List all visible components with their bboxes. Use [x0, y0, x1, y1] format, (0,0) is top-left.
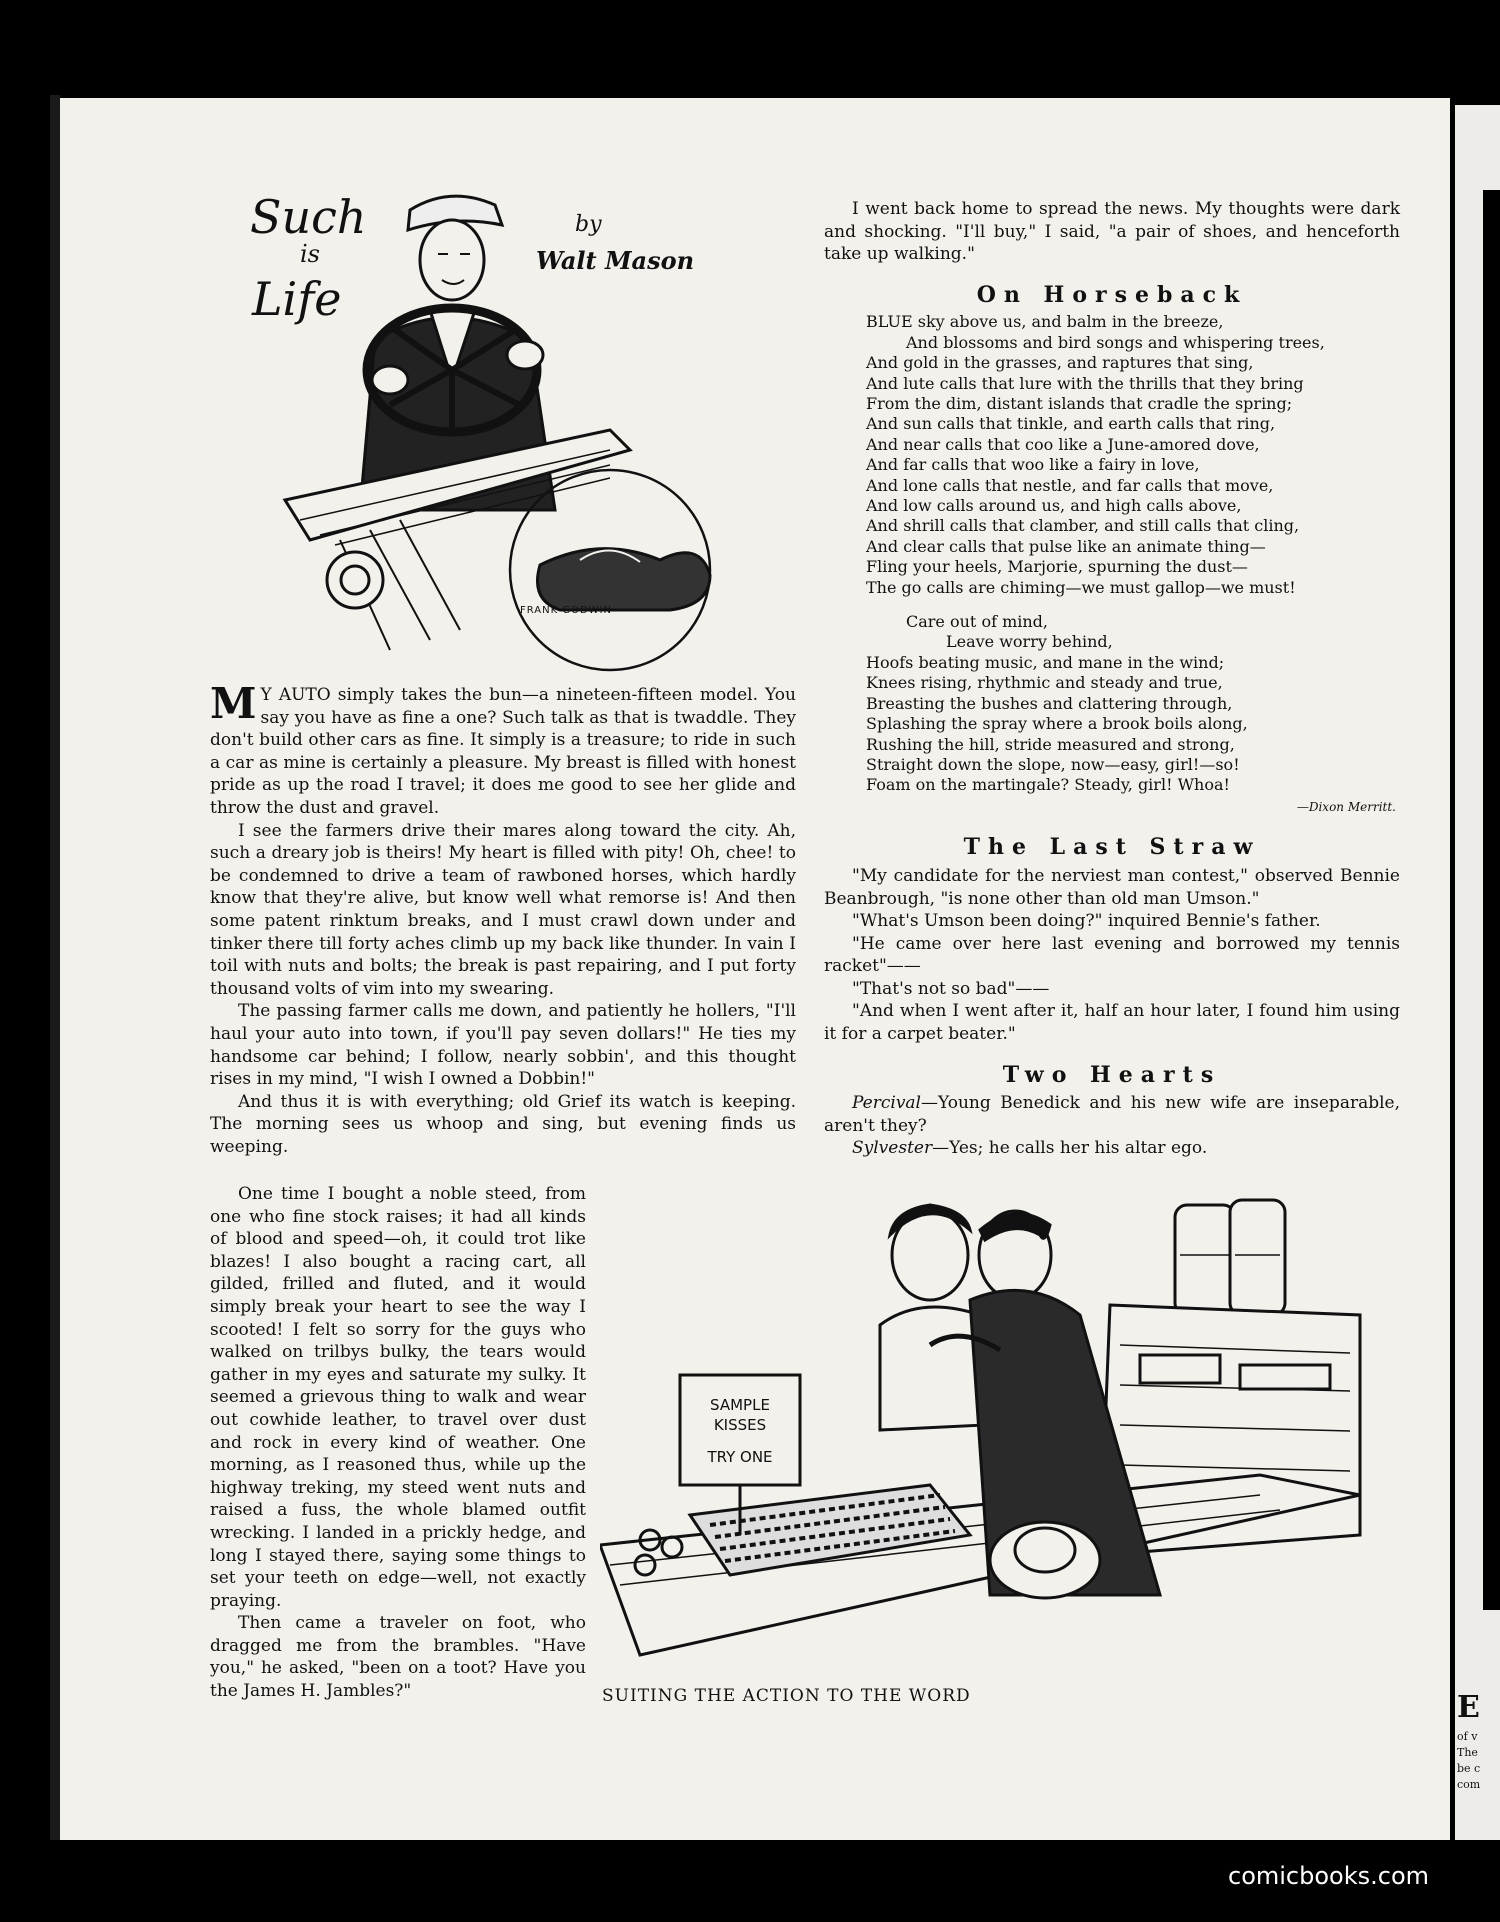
speaker-name: Sylvester	[852, 1138, 933, 1159]
poem-line: And shrill calls that clamber, and still calls that cling,	[866, 516, 1300, 536]
poem-line: Splashing the spray where a brook boils along,	[866, 714, 1248, 734]
poem-line: And clear calls that pulse like an animate thing—	[866, 536, 1266, 556]
on-horseback-title: On Horseback	[976, 281, 1248, 308]
facing-page-ad-line: be c	[1457, 1762, 1481, 1775]
poem-line: And far calls that woo like a fairy in love,	[866, 455, 1200, 475]
article-paragraph: Then came a traveler on foot, who dragged me from the brambles. "Have you," he asked, "been on a toot? Have you the James H. Jambles?"	[210, 1613, 586, 1702]
poem-line: Straight down the slope, now—easy, girl!—so!	[866, 754, 1240, 774]
last-straw-paragraph: "What's Umson been doing?" inquired Bennie's father.	[852, 911, 1321, 932]
watermark: comicbooks.com	[1228, 1862, 1430, 1890]
poem-line: The go calls are chiming—we must gallop—we must!	[866, 577, 1296, 597]
poem-attribution: —Dixon Merritt.	[1296, 799, 1396, 814]
poem-line: And low calls around us, and high calls above,	[866, 496, 1242, 516]
illustrator-signature: FRANK GODWIN	[520, 605, 612, 616]
article-paragraph: M Y AUTO simply takes the bun—a nineteen-fifteen model. You say you have as fine a one? Such talk as that is twaddle. They don't build other cars as fine. It simply is a treasure; to ride in such a car as mine is certainly a pleasure. My breast is filled with honest pride as up the road I travel; it does me good to see her glide and throw the dust and gravel.	[210, 679, 796, 818]
poem-line: Knees rising, rhythmic and steady and true,	[866, 673, 1223, 693]
main-article-narrow	[210, 1183, 586, 1703]
poem-line: Foam on the martingale? Steady, girl! Whoa!	[866, 775, 1230, 795]
title-is: is	[300, 240, 320, 268]
sign-line: TRY ONE	[707, 1448, 773, 1466]
facing-page-edge	[1455, 105, 1500, 1840]
last-straw-title: The Last Straw	[963, 834, 1261, 861]
on-horseback-poem	[866, 312, 1400, 795]
poem-line: Leave worry behind,	[946, 632, 1113, 652]
poem-line: And lute calls that lure with the thrills that they bring	[866, 373, 1304, 393]
poem-line: And sun calls that tinkle, and earth calls that ring,	[866, 414, 1276, 434]
two-hearts-line: Sylvester—Yes; he calls her his altar ego.	[852, 1138, 1208, 1159]
facing-page-ad-line: com	[1457, 1778, 1481, 1791]
page-gutter	[50, 95, 60, 1840]
last-straw-paragraph: "That's not so bad"——	[852, 978, 1050, 999]
speaker-name: Percival	[852, 1093, 921, 1114]
poem-line: Hoofs beating music, and mane in the wind;	[866, 652, 1225, 672]
poem-line: Fling your heels, Marjorie, spurning the dust—	[866, 557, 1248, 577]
facing-page-black-panel	[1483, 190, 1500, 1610]
poem-line: BLUE sky above us, and balm in the breeze,	[866, 312, 1224, 332]
facing-page-ad-line: The	[1457, 1746, 1478, 1759]
byline-author: Walt Mason	[536, 246, 695, 275]
poem-line: And blossoms and bird songs and whispering trees,	[906, 332, 1325, 352]
sign-line: SAMPLE	[710, 1396, 770, 1414]
poem-line: Care out of mind,	[906, 612, 1048, 632]
poem-line: Rushing the hill, stride measured and strong,	[866, 734, 1235, 754]
last-straw-paragraph: "And when I went after it, half an hour later, I found him using it for a carpet beater."	[824, 1001, 1400, 1045]
illustration-caption: SUITING THE ACTION TO THE WORD	[602, 1686, 971, 1706]
right-column	[824, 198, 1400, 1160]
poem-line: Breasting the bushes and clattering through,	[866, 693, 1233, 713]
poem-line: And gold in the grasses, and raptures that sing,	[866, 353, 1254, 373]
drop-cap: M	[210, 679, 257, 728]
facing-page-ad-line: of v	[1457, 1730, 1478, 1743]
last-straw-paragraph: "My candidate for the nerviest man contest," observed Bennie Beanbrough, "is none other than old man Umson."	[824, 865, 1400, 909]
article-paragraph: And thus it is with everything; old Grief its watch is keeping. The morning sees us whoop and sing, but evening finds us weeping.	[210, 1091, 796, 1157]
title-life: Life	[252, 272, 342, 326]
article-paragraph: One time I bought a noble steed, from one who fine stock raises; it had all kinds of blood and speed—oh, it could trot like blazes! I also bought a racing cart, all gilded, frilled and fluted, and it would simply break your heart to see the way I scooted! I felt so sorry for the guys who walked on trilbys bulky, the tears would gather in my eyes and saturate my sulky. It seemed a grievous thing to walk and wear out cowhide leather, to travel over dust and rock in every kind of weather. One morning, as I reasoned thus, while up the highway treking, my steed went nuts and raised a fuss, the whole blamed outfit wrecking. I landed in a prickly hedge, and long I stayed there, saying some things to set your teeth on edge—well, not exactly praying.	[210, 1184, 586, 1611]
poem-line: From the dim, distant islands that cradle the spring;	[866, 394, 1293, 413]
article-continuation: I went back home to spread the news. My thoughts were dark and shocking. "I'll buy," I said, "a pair of shoes, and henceforth take up walking."	[824, 199, 1400, 265]
main-article-top	[210, 679, 796, 1158]
poem-line: And near calls that coo like a June-amored dove,	[866, 434, 1260, 454]
driver-illustration	[280, 180, 750, 680]
article-paragraph: I see the farmers drive their mares along toward the city. Ah, such a dreary job is theirs! My heart is filled with pity! Oh, chee! to be condemned to drive a team of rawboned horses, which hardly know that they're alive, but know well what remorse is! And then some patent rinktum breaks, and I must crawl down under and tinker there till forty aches climb up my back like thunder. In vain I toil with nuts and bolts; the break is past repairing, and I put forty thousand volts of vim into my swearing.	[210, 820, 796, 999]
two-hearts-title: Two Hearts	[1002, 1061, 1222, 1088]
facing-page-ad-heading: E	[1457, 1690, 1480, 1725]
byline-by: by	[575, 212, 602, 237]
sign-text	[680, 1395, 800, 1467]
article-paragraph: The passing farmer calls me down, and patiently he hollers, "I'll haul your auto into town, if you'll pay seven dollars!" He ties my handsome car behind; I follow, nearly sobbin', and this thought rises in my mind, "I wish I owned a Dobbin!"	[210, 1001, 796, 1090]
last-straw-paragraph: "He came over here last evening and borrowed my tennis racket"——	[824, 933, 1400, 977]
title-such: Such	[250, 190, 367, 244]
sign-line: KISSES	[713, 1416, 767, 1434]
two-hearts-line: Percival—Young Benedick and his new wife are inseparable, aren't they?	[824, 1093, 1400, 1136]
poem-line: And lone calls that nestle, and far calls that move,	[866, 475, 1274, 495]
